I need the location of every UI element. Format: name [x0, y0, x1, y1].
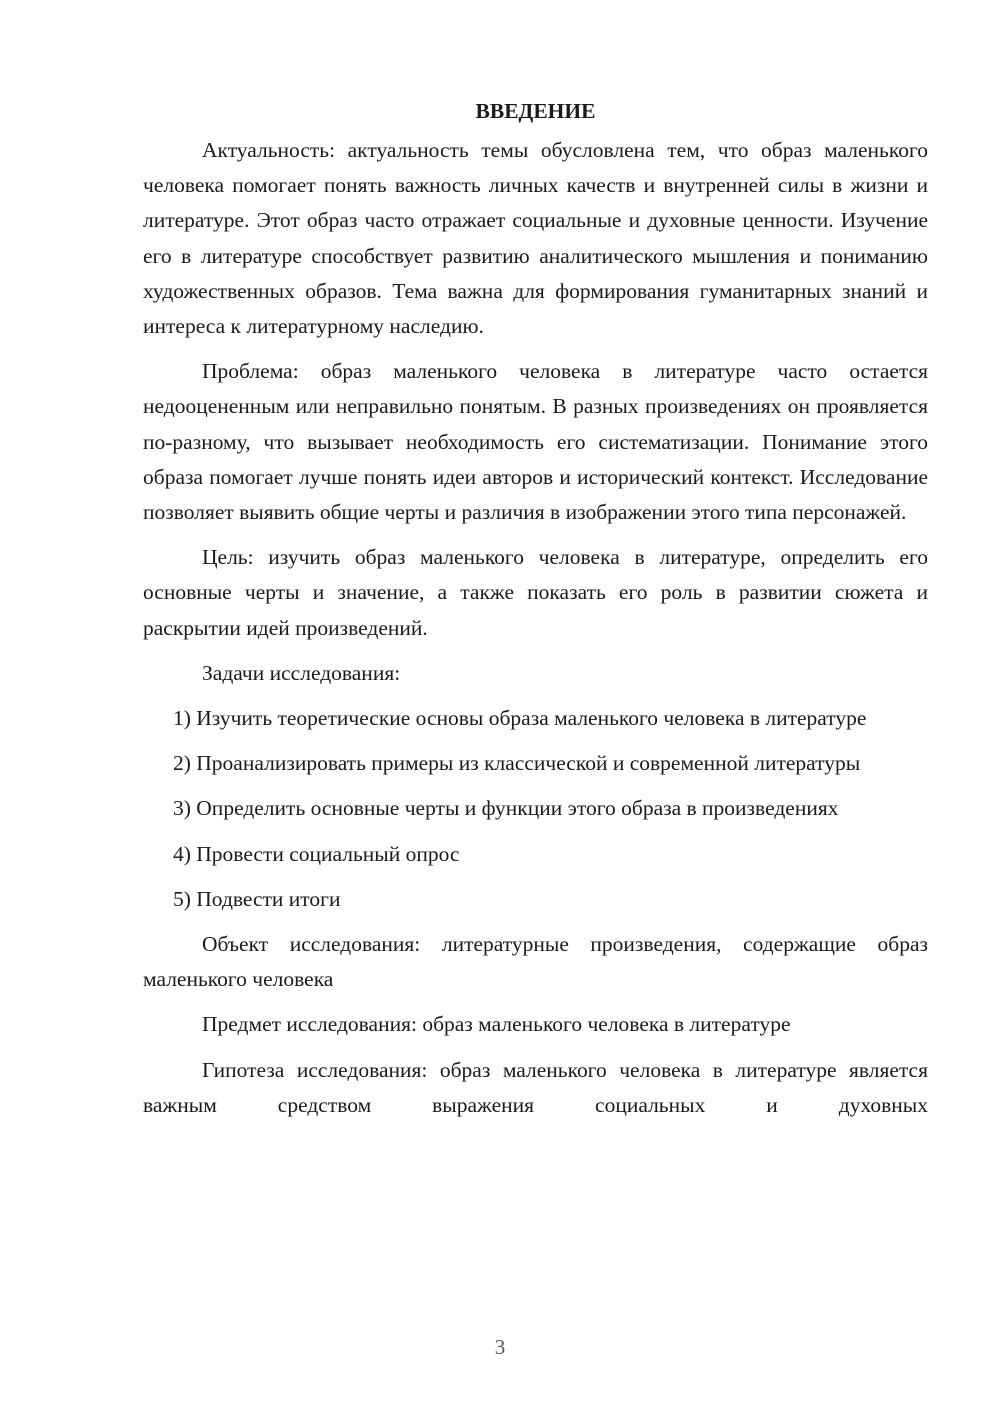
relevance-paragraph: Актуальность: актуальность темы обусловлена тем, что образ маленького человека помогает понять важность личных качеств и внутренней силы в жизни и литературе. Этот образ часто отражает социальные и духовные ценности. Изучение его в литературе способствует развитию аналитического мышления и пониманию художественных образов. Тема важна для формирования гуманитарных знаний и интереса к литературному наследию.: [143, 138, 928, 339]
hypothesis-paragraph: Гипотеза исследования: образ маленького человека в литературе является важным средством выражения социальных и духовных: [143, 1057, 928, 1117]
page-title: ВВЕДЕНИЕ: [475, 99, 596, 123]
page-number: 3: [494, 1335, 506, 1359]
task-item-4: 4) Провести социальный опрос: [173, 841, 460, 866]
subject-paragraph: Предмет исследования: образ маленького человека в литературе: [202, 1012, 791, 1037]
task-item-2: 2) Проанализировать примеры из классической и современной литературы: [173, 751, 861, 776]
object-paragraph: Объект исследования: литературные произведения, содержащие образ маленького человека: [143, 932, 928, 992]
problem-paragraph: Проблема: образ маленького человека в литературе часто остается недооцененным или неправильно понятым. В разных произведениях он проявляется по-разному, что вызывает необходимость его систематизации. Понимание этого образа помогает лучше понять идеи авторов и исторический контекст. Исследование позволяет выявить общие черты и различия в изображении этого типа персонажей.: [143, 359, 928, 525]
document-body: [143, 94, 928, 1123]
task-item-5: 5) Подвести итоги: [173, 886, 341, 911]
goal-paragraph: Цель: изучить образ маленького человека в литературе, определить его основные черты и значение, а также показать его роль в развитии сюжета и раскрытии идей произведений.: [143, 545, 928, 640]
task-item-3: 3) Определить основные черты и функции этого образа в произведениях: [173, 796, 839, 821]
tasks-title: Задачи исследования:: [202, 660, 401, 685]
task-item-1: 1) Изучить теоретические основы образа маленького человека в литературе: [173, 706, 867, 731]
